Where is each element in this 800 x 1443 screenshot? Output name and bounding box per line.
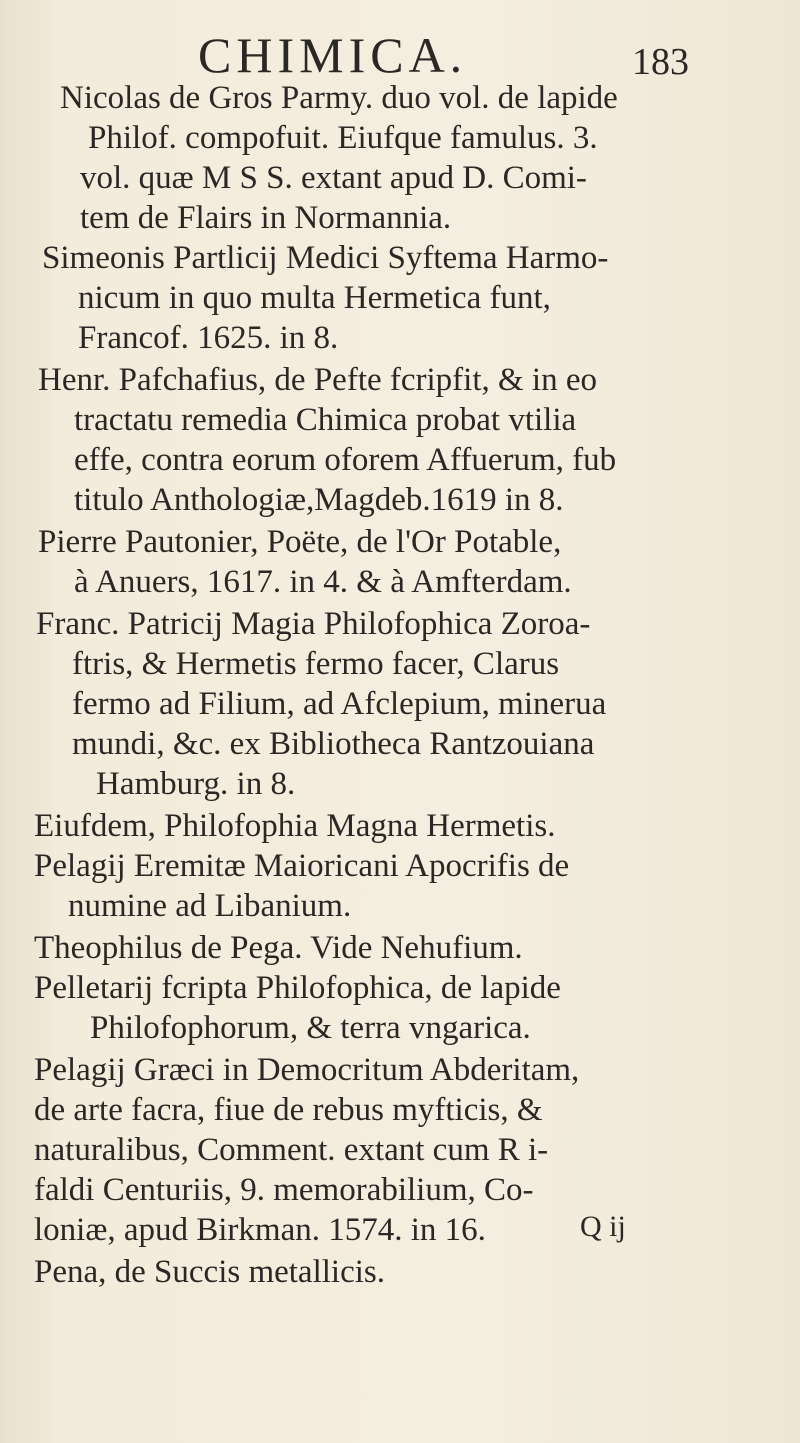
text-line: Pelagij Græci in Democritum Abderitam,	[34, 1052, 580, 1088]
text-line: Pelletarij fcripta Philofophica, de lapide	[34, 970, 561, 1006]
text-line: Pena, de Succis metallicis.	[34, 1254, 385, 1290]
page-number: 183	[632, 41, 689, 83]
text-line: Henr. Pafchafius, de Pefte fcripfit, & in eo	[38, 362, 597, 398]
catchword: Q ij	[580, 1210, 626, 1243]
text-line: Francof. 1625. in 8.	[78, 320, 339, 356]
text-line: Philof. compofuit. Eiufque famulus. 3.	[88, 120, 598, 156]
text-line: Simeonis Partlicij Medici Syftema Harmo-	[42, 240, 609, 276]
text-line: loniæ, apud Birkman. 1574. in 16.	[34, 1212, 486, 1248]
text-line: ftris, & Hermetis fermo facer, Clarus	[72, 646, 560, 682]
text-line: de arte facra, fiue de rebus myfticis, &	[34, 1092, 543, 1128]
text-line: naturalibus, Comment. extant cum R i-	[34, 1132, 549, 1168]
text-line: Philofophorum, & terra vngarica.	[90, 1010, 531, 1046]
text-line: tem de Flairs in Normannia.	[80, 200, 452, 236]
text-line: Nicolas de Gros Parmy. duo vol. de lapide	[60, 80, 618, 116]
text-line: Hamburg. in 8.	[96, 766, 296, 802]
running-title: CHIMICA.	[198, 27, 468, 83]
text-line: Pierre Pautonier, Poëte, de l'Or Potable,	[38, 524, 562, 560]
text-line: Theophilus de Pega. Vide Nehufium.	[34, 930, 523, 966]
text-line: Eiufdem, Philofophia Magna Hermetis.	[34, 808, 556, 844]
text-line: numine ad Libanium.	[68, 888, 352, 924]
text-line: nicum in quo multa Hermetica funt,	[78, 280, 551, 316]
text-line: faldi Centuriis, 9. memorabilium, Co-	[34, 1172, 534, 1208]
text-line: tractatu remedia Chimica probat vtilia	[74, 402, 577, 438]
text-line: titulo Anthologiæ,Magdeb.1619 in 8.	[74, 482, 564, 518]
text-line: Pelagij Eremitæ Maioricani Apocrifis de	[34, 848, 570, 884]
text-line: effe, contra eorum oforem Affuerum, fub	[74, 442, 617, 478]
text-line: mundi, &c. ex Bibliotheca Rantzouiana	[72, 726, 595, 762]
text-line: Franc. Patricij Magia Philofophica Zoroa-	[36, 606, 591, 642]
text-line: vol. quæ M S S. extant apud D. Comi-	[80, 160, 587, 196]
text-line: à Anuers, 1617. in 4. & à Amfterdam.	[74, 564, 572, 600]
text-line: fermo ad Filium, ad Afclepium, minerua	[72, 686, 607, 722]
